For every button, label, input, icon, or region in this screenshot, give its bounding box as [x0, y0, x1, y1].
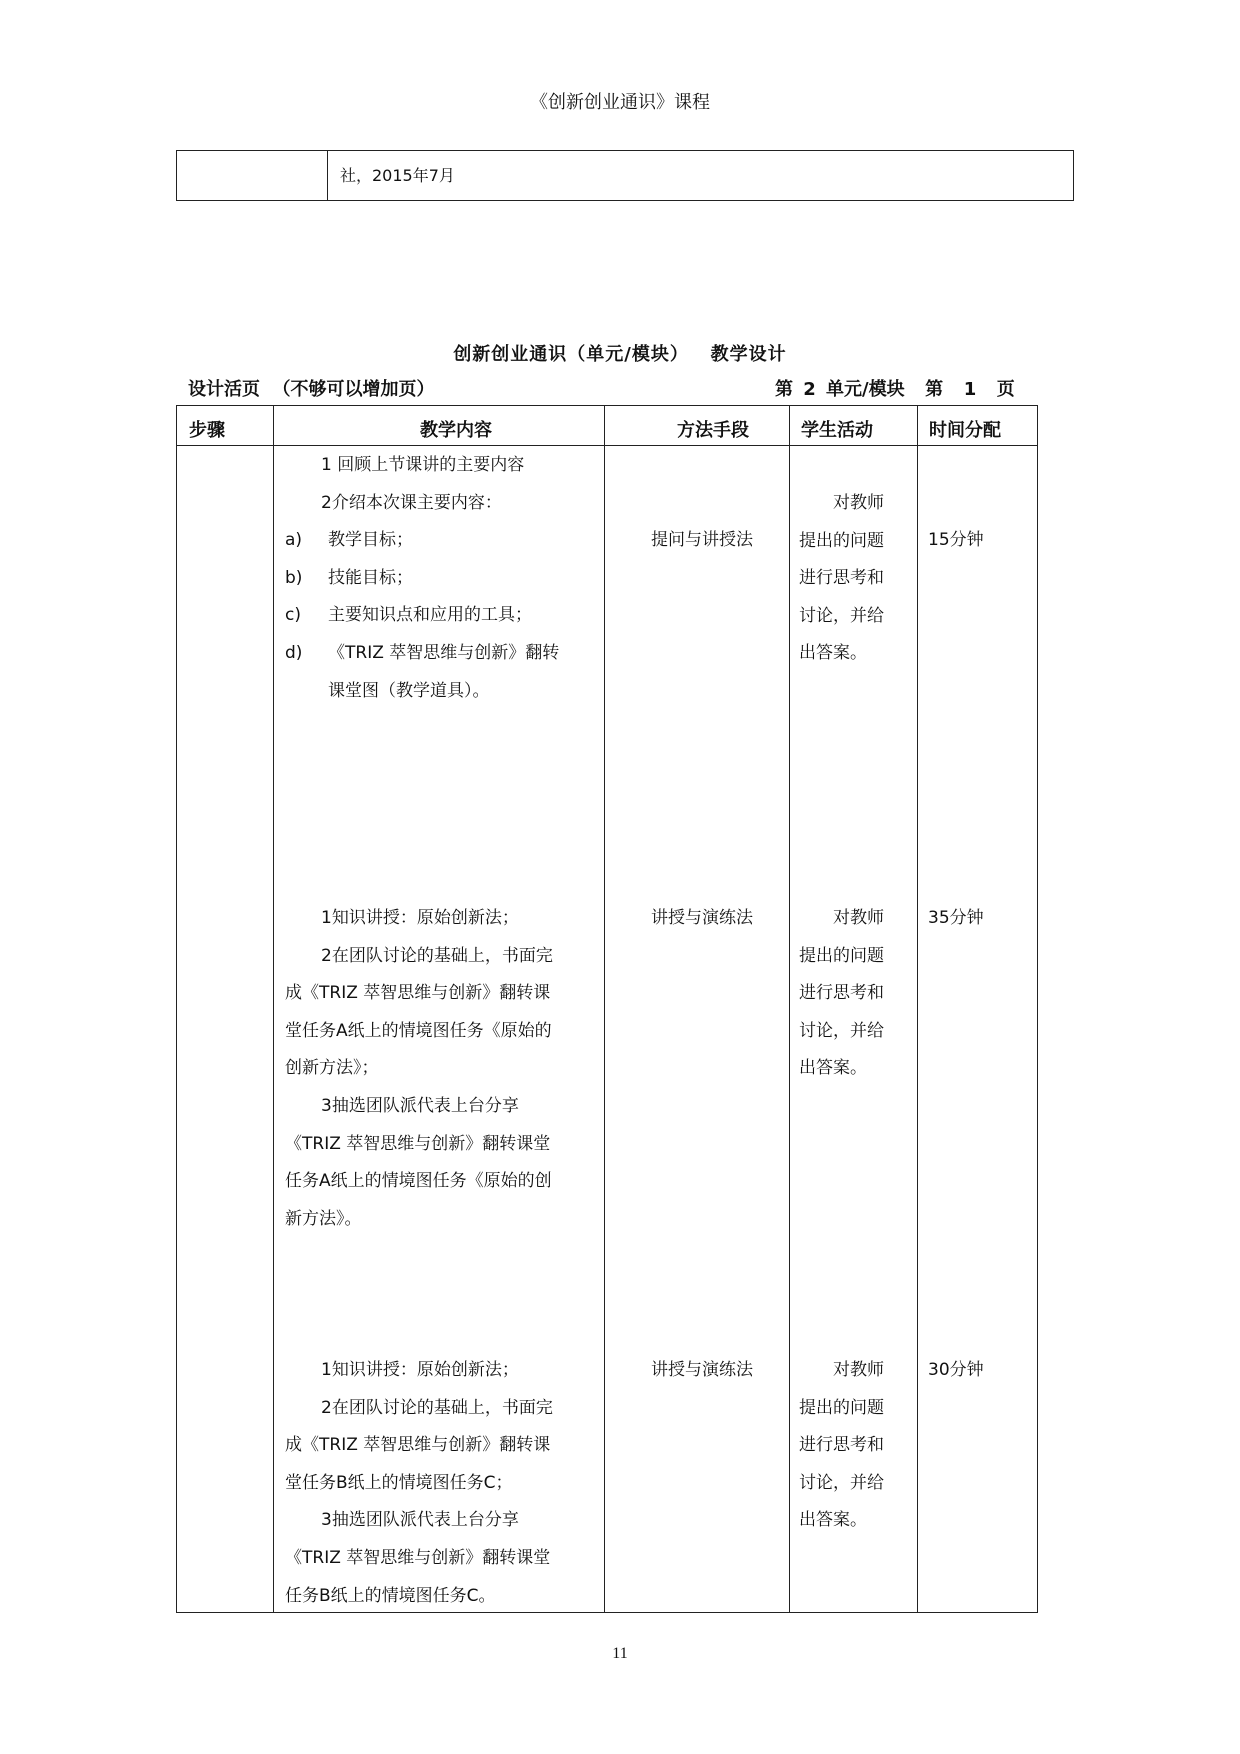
column-divider — [917, 406, 918, 1612]
activity-line: 进行思考和 — [799, 983, 884, 1004]
list-key: d) — [285, 642, 303, 663]
list-item — [285, 635, 559, 673]
row1-time: 15分钟 — [928, 530, 984, 550]
content-line: 3抽选团队派代表上台分享 — [321, 1095, 519, 1116]
content-line: 1知识讲授：原始创新法； — [321, 1360, 519, 1380]
row2-method: 讲授与演练法 — [651, 908, 753, 928]
activity-line: 讨论，并给 — [799, 605, 884, 626]
content-line: 新方法》。 — [285, 1208, 362, 1229]
header-content: 教学内容 — [420, 420, 492, 441]
content-line: 2在团队讨论的基础上，书面完 — [321, 1397, 553, 1418]
row2-time: 35分钟 — [928, 908, 984, 928]
list-key: c) — [285, 605, 301, 626]
content-line: 堂任务A纸上的情境图任务《原始的 — [285, 1020, 552, 1041]
activity-line: 讨论，并给 — [799, 1472, 884, 1493]
content-line: 课堂图（教学道具）。 — [328, 680, 490, 701]
page-number: 11 — [612, 1645, 628, 1662]
row1-method: 提问与讲授法 — [651, 530, 753, 550]
content-line: 成《TRIZ 萃智思维与创新》翻转课 — [285, 983, 551, 1004]
content-line: 成《TRIZ 萃智思维与创新》翻转课 — [285, 1435, 551, 1456]
activity-line: 提出的问题 — [799, 1397, 884, 1418]
activity-line: 出答案。 — [799, 1510, 867, 1531]
previous-table-text: 社，2015年7月 — [340, 166, 455, 185]
content-line: 任务B纸上的情境图任务C。 — [285, 1585, 496, 1606]
list-text: 《TRIZ 萃智思维与创新》翻转 — [328, 642, 560, 663]
content-line: 创新方法》； — [285, 1058, 379, 1079]
row3-activity — [799, 1352, 884, 1540]
list-key: b) — [285, 567, 303, 588]
row2-content — [285, 900, 553, 1238]
row3-method: 讲授与演练法 — [651, 1360, 753, 1380]
header-time: 时间分配 — [929, 420, 1001, 441]
list-text: 教学目标； — [328, 530, 413, 551]
row1-activity — [799, 485, 884, 673]
activity-line: 讨论，并给 — [799, 1020, 884, 1041]
list-item — [285, 522, 559, 560]
header-step: 步骤 — [189, 420, 225, 441]
content-line: 2介绍本次课主要内容： — [321, 492, 502, 513]
header-row-divider — [177, 445, 1037, 446]
list-text: 技能目标； — [328, 567, 413, 588]
activity-line: 出答案。 — [799, 1058, 867, 1079]
running-header: 《创新创业通识》课程 — [530, 92, 710, 113]
column-divider — [273, 406, 274, 1612]
activity-line: 对教师 — [833, 493, 884, 513]
list-key: a) — [285, 530, 303, 551]
content-line: 任务A纸上的情境图任务《原始的创 — [285, 1171, 552, 1192]
content-line: 3抽选团队派代表上台分享 — [321, 1510, 519, 1531]
activity-line: 出答案。 — [799, 643, 867, 664]
header-method: 方法手段 — [677, 420, 749, 441]
design-subtitle-left: 设计活页 （不够可以增加页） — [188, 379, 435, 400]
activity-line: 对教师 — [833, 908, 884, 928]
list-item — [285, 560, 559, 598]
content-line: 1知识讲授：原始创新法； — [321, 908, 519, 928]
content-line: 2在团队讨论的基础上，书面完 — [321, 945, 553, 966]
previous-table-fragment — [176, 150, 1074, 201]
list-item — [285, 597, 559, 635]
design-title: 创新创业通识（单元/模块） 教学设计 — [453, 344, 787, 365]
content-line: 1 回顾上节课讲的主要内容 — [321, 455, 525, 475]
list-text: 主要知识点和应用的工具； — [328, 605, 532, 626]
previous-table-divider — [327, 151, 328, 200]
design-subtitle-right: 第 2 单元/模块 第 1 页 — [775, 379, 1015, 400]
row3-time: 30分钟 — [928, 1360, 984, 1380]
activity-line: 进行思考和 — [799, 568, 884, 589]
row3-content — [285, 1352, 553, 1615]
activity-line: 提出的问题 — [799, 945, 884, 966]
content-line: 《TRIZ 萃智思维与创新》翻转课堂 — [285, 1133, 551, 1154]
content-line: 《TRIZ 萃智思维与创新》翻转课堂 — [285, 1547, 551, 1568]
content-line: 堂任务B纸上的情境图任务C； — [285, 1472, 513, 1493]
row2-activity — [799, 900, 884, 1088]
column-divider — [789, 406, 790, 1612]
row1-content — [285, 447, 559, 710]
teaching-design-table — [176, 405, 1038, 1613]
activity-line: 提出的问题 — [799, 530, 884, 551]
column-divider — [604, 406, 605, 1612]
activity-line: 进行思考和 — [799, 1435, 884, 1456]
activity-line: 对教师 — [833, 1360, 884, 1380]
header-activity: 学生活动 — [801, 420, 873, 441]
